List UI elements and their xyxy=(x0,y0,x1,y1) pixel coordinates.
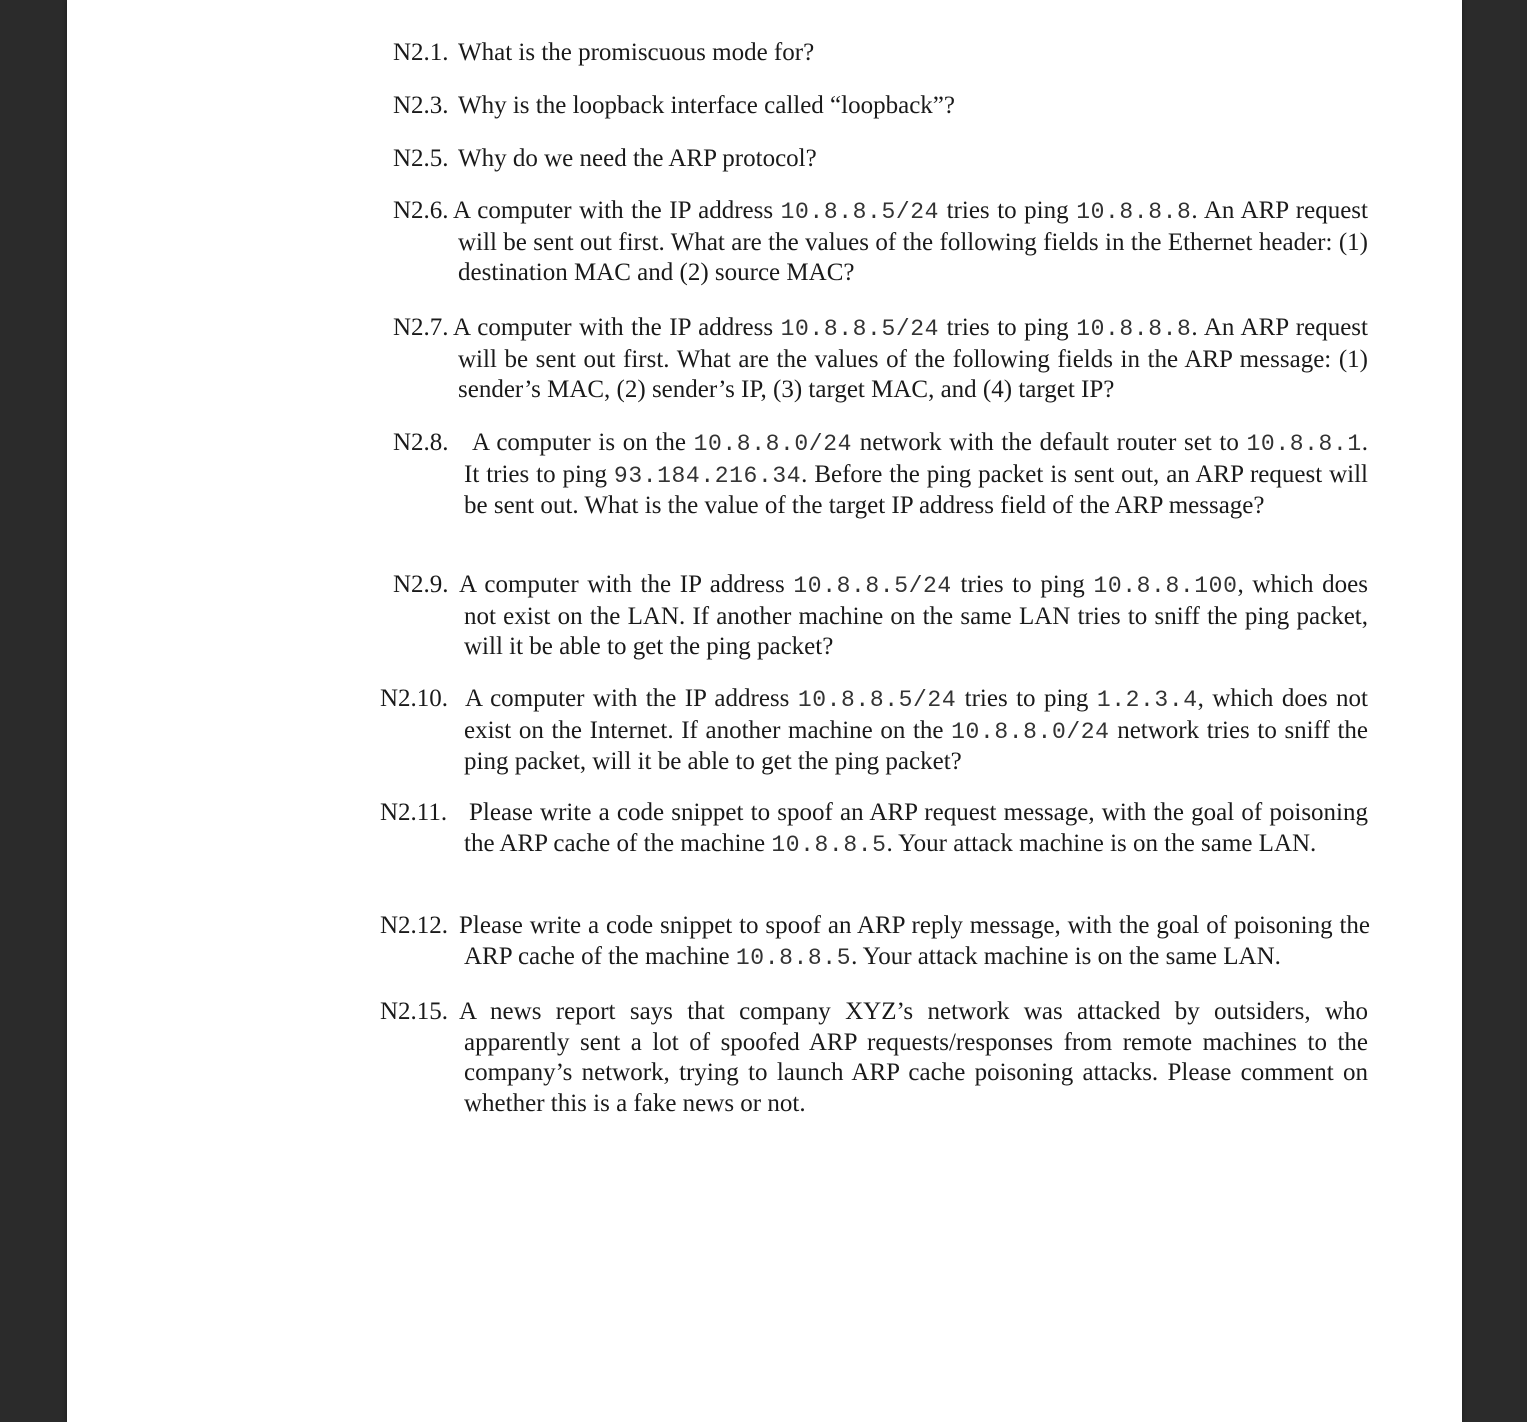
question-number: N2.15. xyxy=(380,998,449,1025)
ip-address: 10.8.8.100 xyxy=(1093,573,1238,599)
question-text-run: Please write a code snippet to spoof an ARP reply message, with the goal of poisoning the ARP cache of the machine xyxy=(459,912,1370,970)
question-number: N2.6. xyxy=(393,197,449,224)
question-number: N2.1. xyxy=(393,39,449,66)
question-text xyxy=(453,196,1368,289)
ip-address: 10.8.8.8 xyxy=(1076,316,1192,342)
question-text-run: tries to ping xyxy=(939,197,1077,224)
question-text xyxy=(458,91,1362,122)
question-text xyxy=(464,684,1368,778)
question-text-run: A computer with the IP address xyxy=(453,314,781,341)
question-text-run: What is the promiscuous mode for? xyxy=(458,39,815,66)
question-text xyxy=(459,570,1368,663)
question-text-run: . An ARP request will be sent out first. What are the values of the following fields in the ARP message: (1) sender’s MAC, (2) sender’s IP, (3) target MAC, and (4) target IP? xyxy=(458,314,1368,403)
question-number: N2.5. xyxy=(393,145,449,172)
question-text xyxy=(458,38,1362,69)
question-text-run: A computer is on the xyxy=(472,429,694,456)
question-number: N2.7. xyxy=(393,314,449,341)
question-text-run: tries to ping xyxy=(956,685,1097,712)
ip-address: 10.8.8.0/24 xyxy=(951,718,1110,745)
question-text xyxy=(464,428,1368,522)
question-number: N2.3. xyxy=(393,92,449,119)
ip-address: 10.8.8.5/24 xyxy=(780,316,940,342)
question-text xyxy=(458,144,1362,175)
ip-address: 10.8.8.8 xyxy=(1076,199,1192,225)
question-number: N2.12. xyxy=(380,912,449,939)
ip-address: 10.8.8.5/24 xyxy=(780,199,940,225)
question-text-run: tries to ping xyxy=(939,314,1077,341)
ip-address: 93.184.216.34 xyxy=(613,462,802,489)
question-text-run: Please write a code snippet to spoof an ARP request message, with the goal of poisoning the ARP cache of the machine xyxy=(464,799,1368,857)
question-number: N2.10. xyxy=(380,685,449,712)
question-text-run: Why do we need the ARP protocol? xyxy=(458,145,817,172)
ip-address: 10.8.8.5/24 xyxy=(797,687,957,713)
question-text-run: A computer with the IP address xyxy=(465,685,798,712)
ip-address: 10.8.8.5/24 xyxy=(793,573,952,599)
ip-address: 10.8.8.5 xyxy=(735,944,852,971)
question-text-run: . An ARP request will be sent out first. What are the values of the following fields in the Ethernet header: (1) destination MAC and (2) source MAC? xyxy=(458,197,1368,286)
question-text xyxy=(459,997,1368,1119)
ip-address: 1.2.3.4 xyxy=(1096,687,1198,713)
document-page xyxy=(67,0,1462,1422)
question-text-run: . It tries to ping xyxy=(464,429,1368,488)
question-text-run: A computer with the IP address xyxy=(459,571,794,598)
ip-address: 10.8.8.1 xyxy=(1246,431,1362,457)
question-text-run: A news report says that company XYZ’s network was attacked by outsiders, who apparently sent a lot of spoofed ARP requests/responses from remote machines to the company’s network, trying to launch ARP cache poisoning attacks. Please comment on whether this is a fake news or not. xyxy=(459,998,1368,1117)
question-text-run: . Your attack machine is on the same LAN. xyxy=(886,829,1317,857)
ip-address: 10.8.8.0/24 xyxy=(693,431,853,457)
question-text-run: network tries to sniff the ping packet, will it be able to get the ping packet? xyxy=(464,716,1368,775)
question-number: N2.9. xyxy=(393,571,449,598)
question-text-run: . Your attack machine is on the same LAN. xyxy=(851,942,1281,970)
question-text-run: , which does not exist on the LAN. If another machine on the same LAN tries to sniff the ping packet, will it be able to get the ping packet? xyxy=(464,571,1368,660)
question-text-run: . Before the ping packet is sent out, an ARP request will be sent out. What is the value of the target IP address field of the ARP message? xyxy=(464,460,1368,519)
question-text-run: tries to ping xyxy=(951,571,1094,598)
question-text xyxy=(459,911,1370,973)
question-text-run: Why is the loopback interface called “loopback”? xyxy=(458,92,955,119)
question-text xyxy=(464,798,1368,860)
question-text xyxy=(453,313,1368,406)
question-text-run: A computer with the IP address xyxy=(453,197,781,224)
question-number: N2.8. xyxy=(393,429,449,456)
ip-address: 10.8.8.5 xyxy=(771,831,887,858)
question-text-run: network with the default router set to xyxy=(852,429,1247,456)
question-number: N2.11. xyxy=(380,799,448,826)
question-text-run: , which does not exist on the Internet. If another machine on the xyxy=(464,685,1368,744)
